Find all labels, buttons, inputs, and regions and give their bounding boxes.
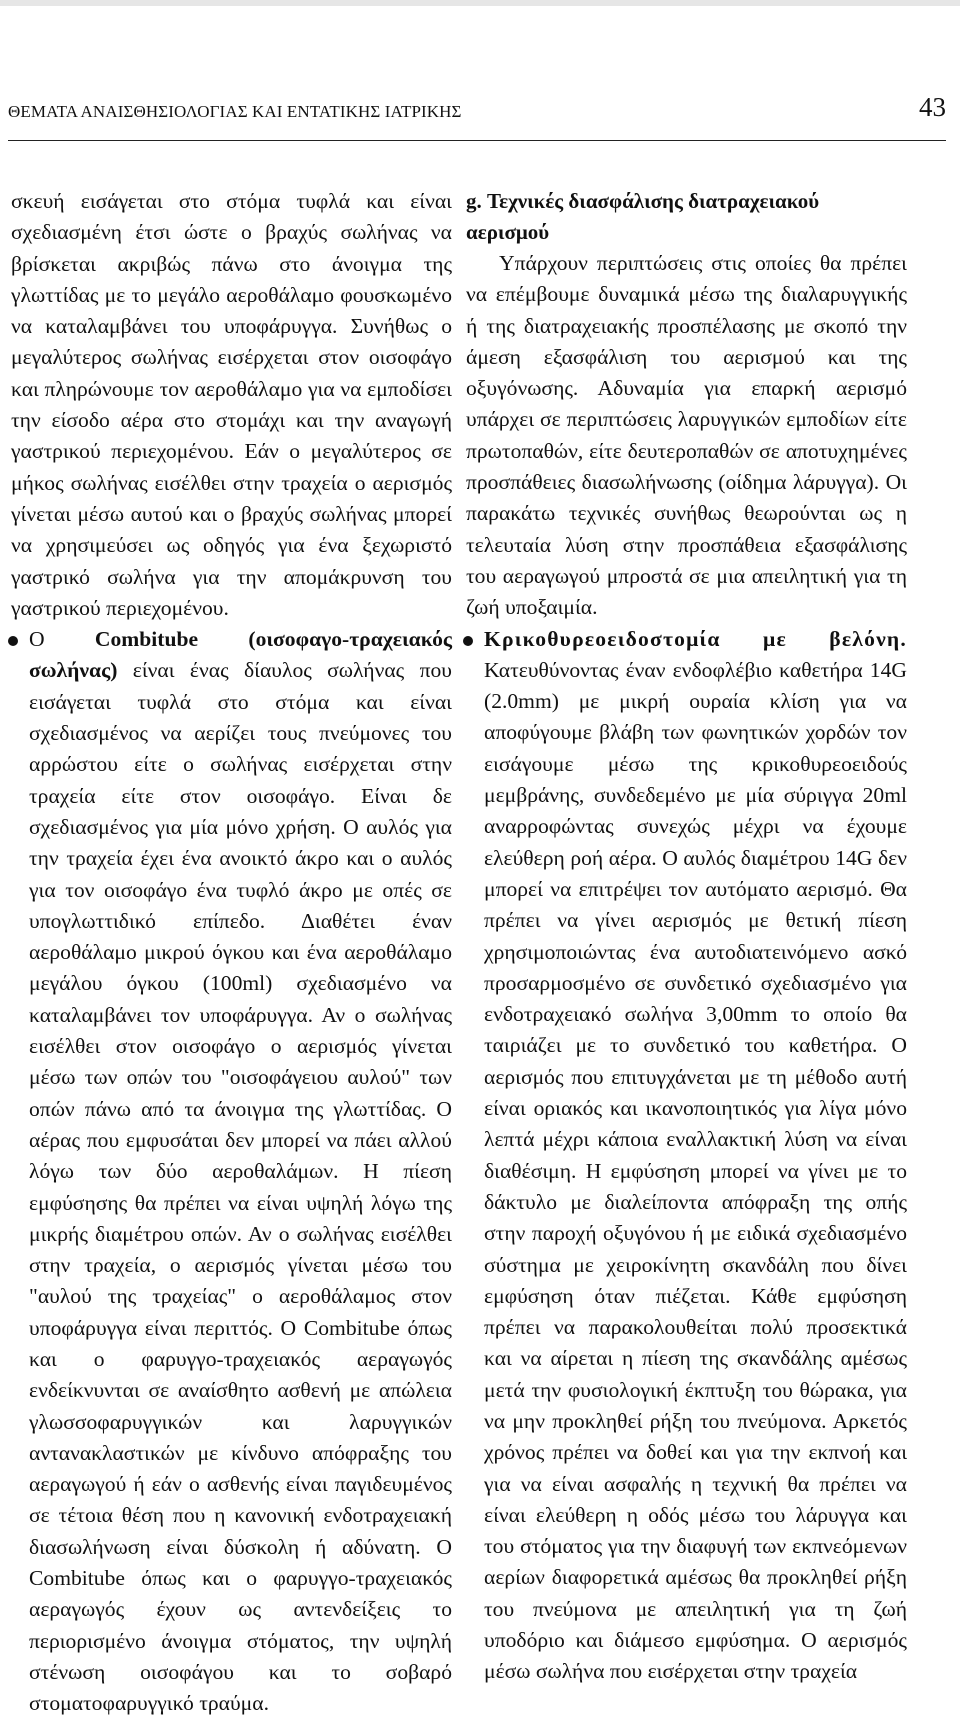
page-number: 43 xyxy=(919,92,946,122)
left-column xyxy=(11,186,452,1720)
section-heading: g. Τεχνικές διασφάλισης διατραχειακού αερισμού xyxy=(466,189,820,244)
intro-paragraph: σκευή εισάγεται στο στόμα τυφλά και είναι σχεδιασμένη έτσι ώστε ο βραχύς σωλήνας να βρίσκεται ακριβώς πάνω στο άνοιγμα της γλωττίδας με το μεγάλο αεροθάλαμο φουσκωμένο να καταλαμβάνει του υποφάρυγγα. Συνήθως ο μεγαλύτερος σωλήνας εισέρχεται στον οισοφάγο και πληρώνουμε τον αεροθάλαμο για να εμποδίσει την είσοδο αέρα στο στομάχι και την αναγωγή γαστρικού περιεχομένου. Εάν ο μεγαλύτερος σε μήκος σωλήνας εισέλθει στην τραχεία ο αερισμός γίνεται μέσω αυτού και ο βραχύς σωλήνας μπορεί να χρησιμεύσει ως οδηγός για ένα ξεχωριστό γαστρικό σωλήνα για την απομάκρυνση του γαστρικού περιεχομένου. xyxy=(11,189,452,620)
running-title: ΘΕΜΑΤΑ ΑΝΑΙΣΘΗΣΙΟΛΟΓΙΑΣ ΚΑΙ ΕΝΤΑΤΙΚΗΣ ΙΑΤΡΙΚΗΣ xyxy=(8,102,462,121)
combitube-term: Combitube (οισοφαγο-τραχειακός σωλήνας) xyxy=(29,627,452,683)
cricothyroidotomy-term: Κρικοθυρεοειδοστομία με βελόνη. xyxy=(484,626,907,651)
top-rule xyxy=(0,0,960,6)
running-header xyxy=(8,92,946,141)
combitube-bullet xyxy=(11,624,452,1719)
combitube-text xyxy=(11,624,452,1719)
combitube-body: είναι ένας δίαυλος σωλήνας που εισάγεται τυφλά στο στόμα και είναι σχεδιασμένος να αερίζει τους πνεύμονες του αρρώστου είτε ο σωλήνας εισέρχεται στην τραχεία είτε στον οισοφάγο. Είναι δε σχεδιασμένος για μία μόνο χρήση. Ο αυλός για την τραχεία έχει ένα ανοικτό άκρο και ο αυλός για τον οισοφάγο ένα τυφλό άκρο με οπές σε υπογλωττιδικό επίπεδο. Διαθέτει έναν αεροθάλαμο μικρού όγκου και ένα αεροθάλαμο μεγάλου όγκου (100ml) σχεδιασμένο να καταλαμβάνει τον υποφάρυγγα. Αν ο σωλήνας εισέλθει στον οισοφάγο ο αερισμός γίνεται μέσω των οπών του "οισοφάγειου αυλού" των οπών πάνω από τα άνοιγμα της γλωττίδας. Ο αέρας που εμφυσάται δεν μπορεί να πάει αλλού λόγω των δύο αεροθαλάμων. Η πίεση εμφύσησης θα πρέπει να είναι υψηλή λόγω της μικρής διαμέτρου οπών. Αν ο σωλήνας εισέλθει στην τραχεία, ο αερισμός γίνεται μέσω του "αυλού της τραχείας" ο αεροθάλαμος στον υποφάρυγγα είναι περιττός. Ο Combitube όπως και ο φαρυγγο-τραχειακός αεραγωγός ενδείκνυνται σε αναίσθητο ασθενή με απώλεια γλωσσοφαρυγγικών και λαρυγγικών αντανακλαστικών με κίνδυνο απόφραξης του αεραγωγού ή εάν ο ασθενής είναι παγιδευμένος σε τέτοια θέση που η κανονική ενδοτραχειακή διασωλήνωση είναι δύσκολη ή αδύνατη. Ο Combitube όπως και ο φαρυγγο-τραχειακός αεραγωγός έχουν ως αντενδείξεις το περιορισμένο άνοιγμα στόματος, την υψηλή στένωση οισοφάγου και το σοβαρό στοματοφαρυγγικό τραύμα. xyxy=(29,658,452,1716)
cricothyroidotomy-body: Κατευθύνοντας έναν ενδοφλέβιο καθετήρα 14G (2.0mm) με μικρή ουραία κλίση για να αποφύγουμε βλάβη των φωνητικών χορδών τον εισάγουμε μέσω της κρικοθυρεοειδούς μεμβράνης, συνδεδεμένο με μία σύριγγα 20ml αναρροφώντας συνεχώς μέχρι να έχουμε ελεύθερη ροή αέρα. Ο αυλός διαμέτρου 14G δεν μπορεί να επιτρέψει τον αυτόματο αερισμό. Θα πρέπει να γίνει αερισμός με θετική πίεση χρησιμοποιώντας ένα αυτοδιατεινόμενο ασκό προσαρμοσμένο σε συνδετικό σχεδιασμένο για ενδοτραχειακό σωλήνα 3,00mm το οποίο θα ταιριάζει με το συνδετικό του καθετήρα. Ο αερισμός που επιτυγχάνεται με τη μέθοδο αυτή είναι οριακός και ικανοποιητικός για λίγα μόνο λεπτά μέχρι κάποια εναλλακτική λύση να είναι διαθέσιμη. Η εμφύσηση μπορεί να γίνει με το δάκτυλο με διαλείποντα απόφραξη της οπής στην παροχή οξυγόνου ή με ειδικά σχεδιασμένο σύστημα με χειροκίνητη σκανδάλη που δίνει εμφύσηση όταν πιέζεται. Κάθε εμφύσηση πρέπει να παρακολουθείται πολύ προσεκτικά και να αίρεται η πίεση της σκανδάλης αμέσως μετά την φυσιολογική έκπτυξη του θώρακα, για να μην προκληθεί ρήξη του πνεύμονα. Αρκετός χρόνος πρέπει να δοθεί και για την εκπνοή και για να είναι ασφαλής η τεχνική θα πρέπει να είναι ελεύθερη η οδός μέσω του λάρυγγα και του στόματος για την διαφυγή των εκπνεόμενων αερίων διαφορετικά αμέσως θα προκληθεί ρήξη του πνεύμονα με απειλητική για τη ζωή υποδόριο και διάμεσο εμφύσημα. Ο αερισμός μέσω σωλήνα που εισέρχεται στην τραχεία xyxy=(484,657,907,1684)
section-paragraph: Υπάρχουν περιπτώσεις στις οποίες θα πρέπει να επέμβουμε δυναμικά μέσω της διαλαρυγγικής ή της διατραχειακής προσπέλασης με σκοπό την άμεση εξασφάλιση του αερισμού και της οξυγόνωσης. Αδυναμία για επαρκή αερισμό υπάρχει σε περιπτώσεις λαρυγγικών εμποδίων είτε πρωτοπαθών, είτε δευτεροπαθών σε αποτυχημένες προσπάθειες διασωλήνωσης (οίδημα λάρυγγα). Οι παρακάτω τεχνικές συνήθως θεωρούνται ως η τελευταία λύση στην προσπάθεια εξασφάλισης του αεραγωγού μπροστά σε μια απειλητική για τη ζωή υποξαιμία. xyxy=(466,251,907,620)
combitube-lead: Ο xyxy=(29,627,45,652)
bullet-dot-icon xyxy=(463,636,473,646)
cricothyroidotomy-bullet xyxy=(466,624,907,1688)
cricothyroidotomy-text xyxy=(466,624,907,1688)
right-column xyxy=(466,186,907,1688)
